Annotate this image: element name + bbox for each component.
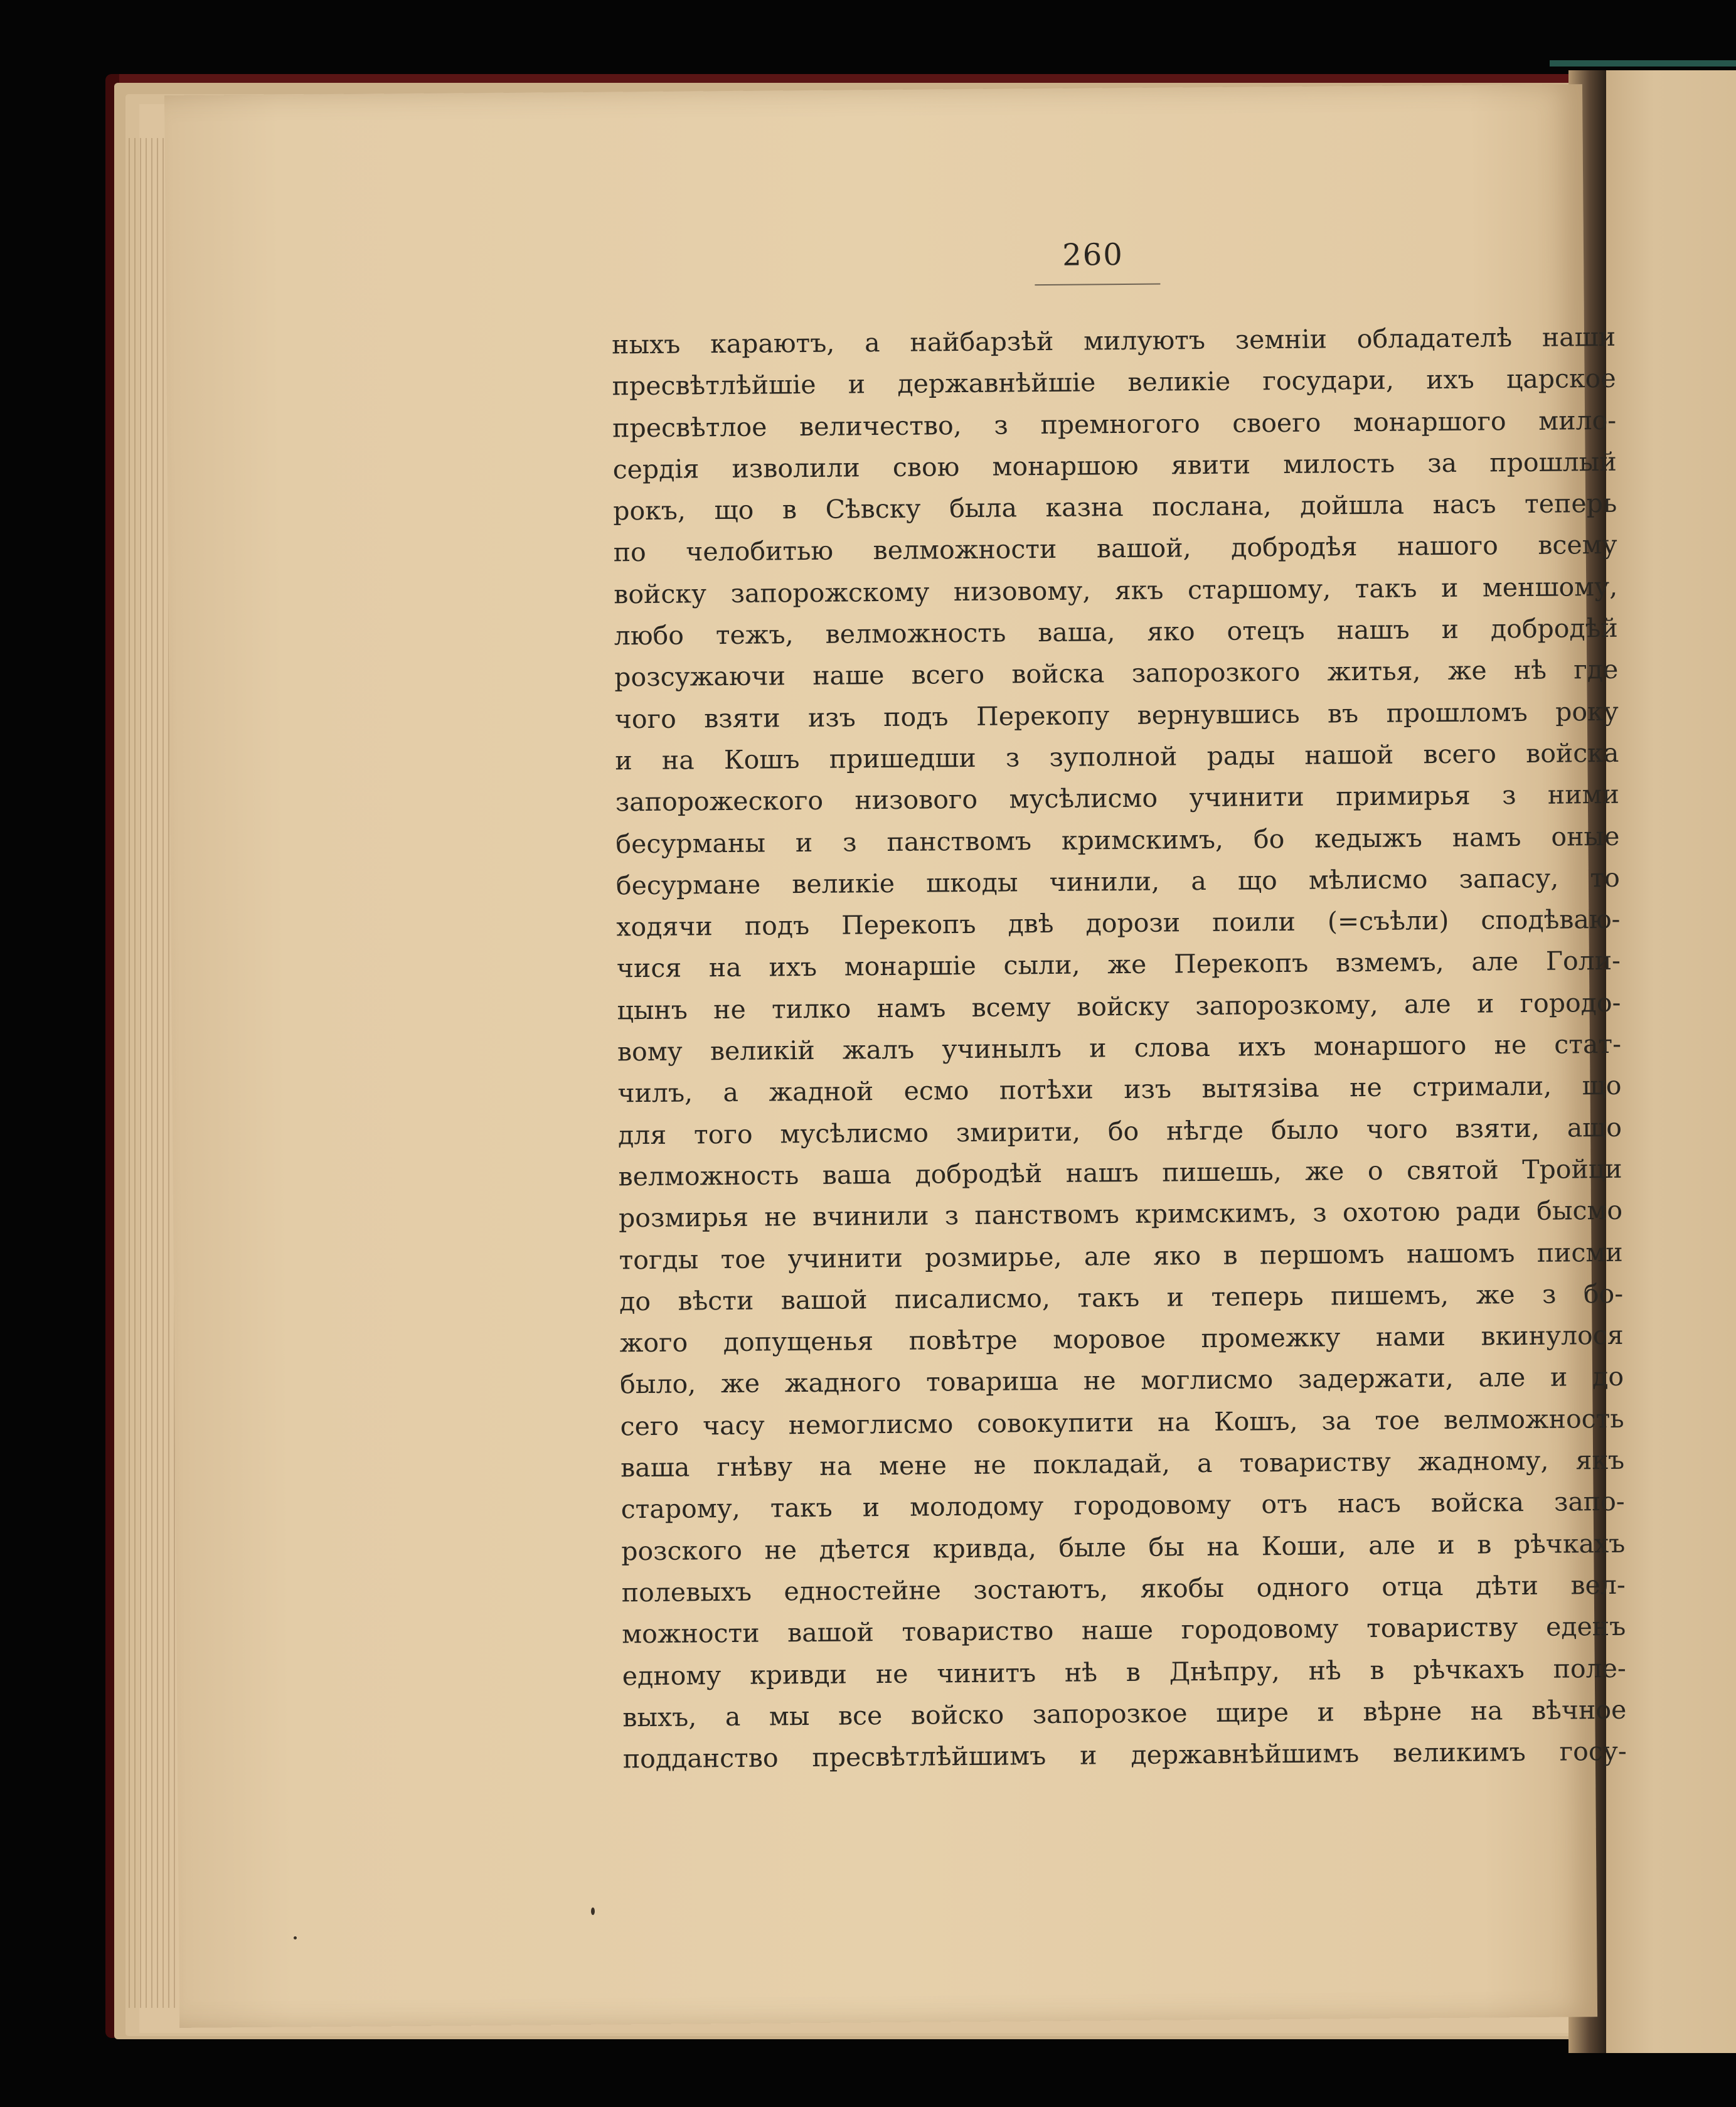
text-line: можности вашой товариство наше городовому товариству еденъ — [622, 1611, 1626, 1650]
text-line: жого допущенья повѣтре моровое промежку нами вкинулося — [619, 1320, 1624, 1358]
text-line: бесурмане великіе шкоды чинили, а що мѣлисмо запасу, то — [615, 862, 1621, 901]
ink-speck — [294, 1936, 297, 1939]
text-line: цынъ не тилко намъ всему войску запорозкому, але и городо- — [617, 987, 1621, 1026]
text-line: велможность ваша добродѣй нашъ пишешь, же о святой Тройци — [618, 1153, 1622, 1192]
text-line: любо тежъ, велможность ваша, яко отецъ нашъ и добродѣй — [614, 612, 1618, 651]
text-line: едному кривди не чинитъ нѣ в Днѣпру, нѣ в рѣчкахъ поле- — [622, 1653, 1626, 1691]
text-line: запорожеского низового мусѣлисмо учинити примирья з ними — [615, 779, 1620, 818]
text-line: ходячи подъ Перекопъ двѣ дорози поили (=съѣли) сподѣваю- — [616, 904, 1621, 942]
text-line: ваша гнѣву на мене не покладай, а товариству жадному, якъ — [620, 1444, 1625, 1483]
printed-page — [164, 84, 1627, 2028]
text-line: войску запорожскому низовому, якъ старшому, такъ и меншому, — [614, 571, 1618, 610]
text-line: чого взяти изъ подъ Перекопу вернувшись въ прошломъ року — [614, 696, 1619, 735]
text-line: и на Кошъ пришедши з зуполной рады нашой всего войска — [615, 737, 1619, 776]
text-line: по челобитью велможности вашой, добродѣя нашого всему — [613, 530, 1617, 568]
text-line: выхъ, а мы все войско запорозкое щире и вѣрне на вѣчное — [622, 1694, 1627, 1733]
text-line: розского не дѣется кривда, быле бы на Коши, але и в рѣчкахъ — [621, 1528, 1626, 1566]
text-line: рокъ, що в Сѣвску была казна послана, дойшла насъ теперь — [613, 488, 1617, 526]
page-number: 260 — [1062, 237, 1124, 273]
text-line: полевыхъ едностейне зостаютъ, якобы одного отца дѣти вел- — [621, 1569, 1626, 1608]
text-line: пресвѣтлѣйшіе и державнѣйшіе великіе государи, ихъ царское — [612, 363, 1616, 402]
text-line: розсужаючи наше всего войска запорозкого житья, же нѣ где — [614, 654, 1619, 693]
page-number-rule — [1035, 284, 1160, 286]
text-line: розмирья не вчинили з панствомъ кримскимъ, з охотою ради бысмо — [618, 1195, 1623, 1234]
text-line: вому великій жалъ учинылъ и слова ихъ монаршого не стат- — [617, 1028, 1622, 1067]
text-line: старому, такъ и молодому городовому отъ насъ войска запо- — [620, 1486, 1625, 1525]
text-line: для того мусѣлисмо змирити, бо нѣгде было чого взяти, ащо — [617, 1112, 1622, 1151]
text-line: подданство пресвѣтлѣйшимъ и державнѣйшимъ великимъ госу- — [622, 1736, 1627, 1774]
text-line: бесурманы и з панствомъ кримскимъ, бо кедыжъ намъ оные — [615, 821, 1620, 859]
text-line: было, же жадного товариша не моглисмо задержати, але и до — [619, 1362, 1624, 1400]
text-line: пресвѣтлое величество, з премногого своего монаршого мило- — [612, 405, 1617, 444]
cover-corner-strip — [1550, 60, 1736, 67]
text-line: тогды тое учинити розмирье, але яко в першомъ нашомъ писми — [619, 1237, 1623, 1275]
text-line: ныхъ караютъ, а найбарзѣй милуютъ земніи обладателѣ наши — [611, 321, 1616, 360]
text-line: чилъ, а жадной есмо потѣхи изъ вытязіва не стримали, що — [617, 1070, 1622, 1109]
ink-speck — [591, 1907, 595, 1915]
text-line: сего часу немоглисмо совокупити на Кошъ, за тое велможность — [620, 1403, 1624, 1442]
text-line: чися на ихъ монаршіе сыли, же Перекопъ взмемъ, але Голи- — [616, 946, 1621, 984]
text-line: сердія изволили свою монаршою явити милость за прошлый — [612, 446, 1617, 485]
text-line: до вѣсти вашой писалисмо, такъ и теперь пишемъ, же з бо- — [619, 1278, 1624, 1317]
page-body-text — [612, 316, 1627, 1780]
